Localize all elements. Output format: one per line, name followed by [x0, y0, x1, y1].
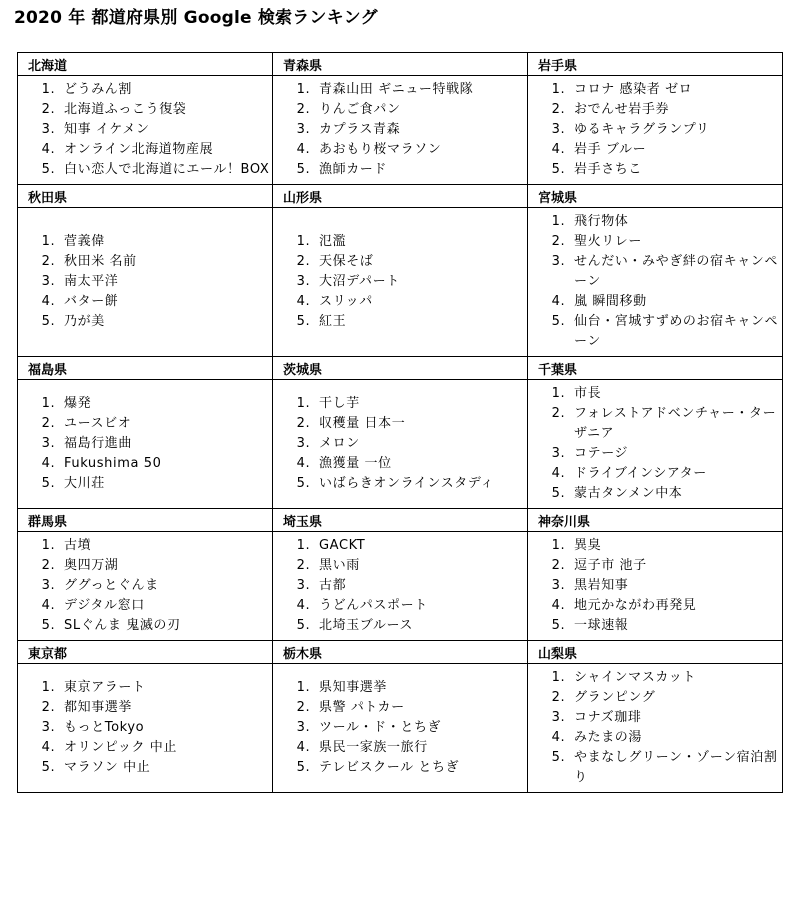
prefecture-name: 北海道: [18, 53, 273, 76]
prefecture-name: 茨城県: [273, 357, 528, 380]
ranking-list: [528, 380, 782, 508]
prefecture-header-row: [18, 641, 783, 664]
ranking-list: [528, 208, 782, 356]
ranking-item: 1. 青森山田 ギニュー特戦隊: [315, 80, 527, 100]
ranking-cell: [18, 208, 273, 357]
ranking-item: 3. カプラス青森: [315, 120, 527, 140]
ranking-item: 4. オンライン北海道物産展: [60, 140, 272, 160]
ranking-item: 4. スリッパ: [315, 292, 527, 312]
ranking-item: 4. 嵐 瞬間移動: [570, 292, 782, 312]
ranking-item: 3. ツール・ド・とちぎ: [315, 718, 527, 738]
ranking-item: 5. 紅王: [315, 312, 527, 332]
ranking-item: 3. ググっとぐんま: [60, 576, 272, 596]
ranking-item: 1. シャインマスカット: [570, 668, 782, 688]
ranking-item: 3. メロン: [315, 434, 527, 454]
ranking-item: 5. 蒙古タンメン中本: [570, 484, 782, 504]
ranking-item: 1. GACKT: [315, 536, 527, 556]
prefecture-name: 秋田県: [18, 185, 273, 208]
ranking-item: 1. 市長: [570, 384, 782, 404]
ranking-item: 4. デジタル窓口: [60, 596, 272, 616]
prefecture-header-row: [18, 509, 783, 532]
prefecture-name: 東京都: [18, 641, 273, 664]
ranking-item: 5. SLぐんま 鬼滅の刃: [60, 616, 272, 636]
ranking-item: 3. コテージ: [570, 444, 782, 464]
ranking-item: 5. 漁師カード: [315, 160, 527, 180]
ranking-item: 1. コロナ 感染者 ゼロ: [570, 80, 782, 100]
ranking-item: 2. 北海道ふっこう復袋: [60, 100, 272, 120]
ranking-list: [18, 390, 272, 498]
prefecture-header-row: [18, 185, 783, 208]
ranking-item: 2. 都知事選挙: [60, 698, 272, 718]
ranking-item: 4. オリンピック 中止: [60, 738, 272, 758]
ranking-item: 1. 異臭: [570, 536, 782, 556]
ranking-cell: [528, 664, 783, 793]
ranking-row: [18, 208, 783, 357]
ranking-item: 3. 南太平洋: [60, 272, 272, 292]
ranking-list: [528, 76, 782, 184]
prefecture-name: 群馬県: [18, 509, 273, 532]
ranking-cell: [273, 664, 528, 793]
ranking-item: 5. テレビスクール とちぎ: [315, 758, 527, 778]
ranking-cell: [273, 76, 528, 185]
ranking-item: 4. バター餅: [60, 292, 272, 312]
prefecture-name: 岩手県: [528, 53, 783, 76]
table-body: [18, 53, 783, 793]
ranking-list: [18, 76, 272, 184]
ranking-item: 1. 県知事選挙: [315, 678, 527, 698]
prefecture-name: 埼玉県: [273, 509, 528, 532]
ranking-item: 5. 大川荘: [60, 474, 272, 494]
prefecture-name: 青森県: [273, 53, 528, 76]
ranking-item: 1. 飛行物体: [570, 212, 782, 232]
ranking-item: 4. みたまの湯: [570, 728, 782, 748]
ranking-item: 2. 県警 パトカー: [315, 698, 527, 718]
ranking-list: [18, 532, 272, 640]
ranking-item: 3. コナズ珈琲: [570, 708, 782, 728]
page-title: 2020 年 都道府県別 Google 検索ランキング: [14, 8, 378, 28]
ranking-item: 3. せんだい・みやぎ絆の宿キャンペーン: [570, 252, 782, 292]
ranking-cell: [528, 532, 783, 641]
ranking-item: 4. 県民一家族一旅行: [315, 738, 527, 758]
ranking-cell: [18, 532, 273, 641]
ranking-cell: [273, 532, 528, 641]
ranking-cell: [18, 76, 273, 185]
ranking-item: 3. 黒岩知事: [570, 576, 782, 596]
prefecture-name: 宮城県: [528, 185, 783, 208]
ranking-item: 1. どうみん割: [60, 80, 272, 100]
prefecture-name: 栃木県: [273, 641, 528, 664]
ranking-item: 5. やまなしグリーン・ゾーン宿泊割り: [570, 748, 782, 788]
ranking-item: 3. 大沼デパート: [315, 272, 527, 292]
ranking-list: [273, 228, 527, 336]
ranking-row: [18, 532, 783, 641]
ranking-item: 2. 収穫量 日本一: [315, 414, 527, 434]
ranking-item: 4. うどんパスポート: [315, 596, 527, 616]
ranking-item: 2. 聖火リレー: [570, 232, 782, 252]
prefecture-ranking-table: [17, 52, 783, 793]
ranking-item: 5. 白い恋人で北海道にエール！BOX: [60, 160, 272, 180]
ranking-item: 5. 乃が美: [60, 312, 272, 332]
ranking-item: 3. もっとTokyo: [60, 718, 272, 738]
ranking-item: 2. グランピング: [570, 688, 782, 708]
ranking-item: 5. マラソン 中止: [60, 758, 272, 778]
ranking-item: 2. 天保そば: [315, 252, 527, 272]
ranking-item: 3. 古都: [315, 576, 527, 596]
ranking-item: 4. 地元かながわ再発見: [570, 596, 782, 616]
ranking-item: 5. いばらきオンラインスタディ: [315, 474, 527, 494]
ranking-list: [273, 76, 527, 184]
ranking-item: 2. 秋田米 名前: [60, 252, 272, 272]
ranking-item: 1. 菅義偉: [60, 232, 272, 252]
prefecture-header-row: [18, 53, 783, 76]
ranking-item: 5. 一球速報: [570, 616, 782, 636]
prefecture-name: 山梨県: [528, 641, 783, 664]
ranking-item: 3. ゆるキャラグランプリ: [570, 120, 782, 140]
ranking-item: 2. フォレストアドベンチャー・ターザニア: [570, 404, 782, 444]
ranking-row: [18, 664, 783, 793]
ranking-list: [18, 674, 272, 782]
ranking-item: 2. 逗子市 池子: [570, 556, 782, 576]
ranking-cell: [273, 380, 528, 509]
prefecture-name: 千葉県: [528, 357, 783, 380]
ranking-list: [528, 532, 782, 640]
prefecture-name: 神奈川県: [528, 509, 783, 532]
ranking-cell: [18, 380, 273, 509]
ranking-item: 5. 仙台・宮城すずめのお宿キャンペーン: [570, 312, 782, 352]
prefecture-header-row: [18, 357, 783, 380]
ranking-item: 1. 干し芋: [315, 394, 527, 414]
ranking-cell: [528, 208, 783, 357]
ranking-cell: [273, 208, 528, 357]
ranking-item: 2. おでんせ岩手券: [570, 100, 782, 120]
ranking-item: 3. 知事 イケメン: [60, 120, 272, 140]
ranking-cell: [528, 380, 783, 509]
ranking-item: 4. ドライブインシアター: [570, 464, 782, 484]
ranking-list: [528, 664, 782, 792]
ranking-item: 4. あおもり桜マラソン: [315, 140, 527, 160]
ranking-list: [273, 674, 527, 782]
ranking-list: [18, 228, 272, 336]
ranking-row: [18, 76, 783, 185]
ranking-item: 5. 北埼玉ブルース: [315, 616, 527, 636]
ranking-row: [18, 380, 783, 509]
ranking-item: 1. 氾濫: [315, 232, 527, 252]
ranking-list: [273, 532, 527, 640]
ranking-item: 3. 福島行進曲: [60, 434, 272, 454]
ranking-item: 2. ユースビオ: [60, 414, 272, 434]
ranking-item: 2. りんご食パン: [315, 100, 527, 120]
ranking-item: 1. 東京アラート: [60, 678, 272, 698]
ranking-item: 2. 奥四万湖: [60, 556, 272, 576]
ranking-list: [273, 390, 527, 498]
ranking-item: 5. 岩手さちこ: [570, 160, 782, 180]
prefecture-name: 山形県: [273, 185, 528, 208]
ranking-item: 4. 岩手 ブルー: [570, 140, 782, 160]
ranking-item: 1. 古墳: [60, 536, 272, 556]
ranking-item: 1. 爆発: [60, 394, 272, 414]
ranking-item: 4. Fukushima 50: [60, 454, 272, 474]
ranking-cell: [18, 664, 273, 793]
prefecture-name: 福島県: [18, 357, 273, 380]
ranking-cell: [528, 76, 783, 185]
ranking-item: 2. 黒い雨: [315, 556, 527, 576]
ranking-item: 4. 漁獲量 一位: [315, 454, 527, 474]
